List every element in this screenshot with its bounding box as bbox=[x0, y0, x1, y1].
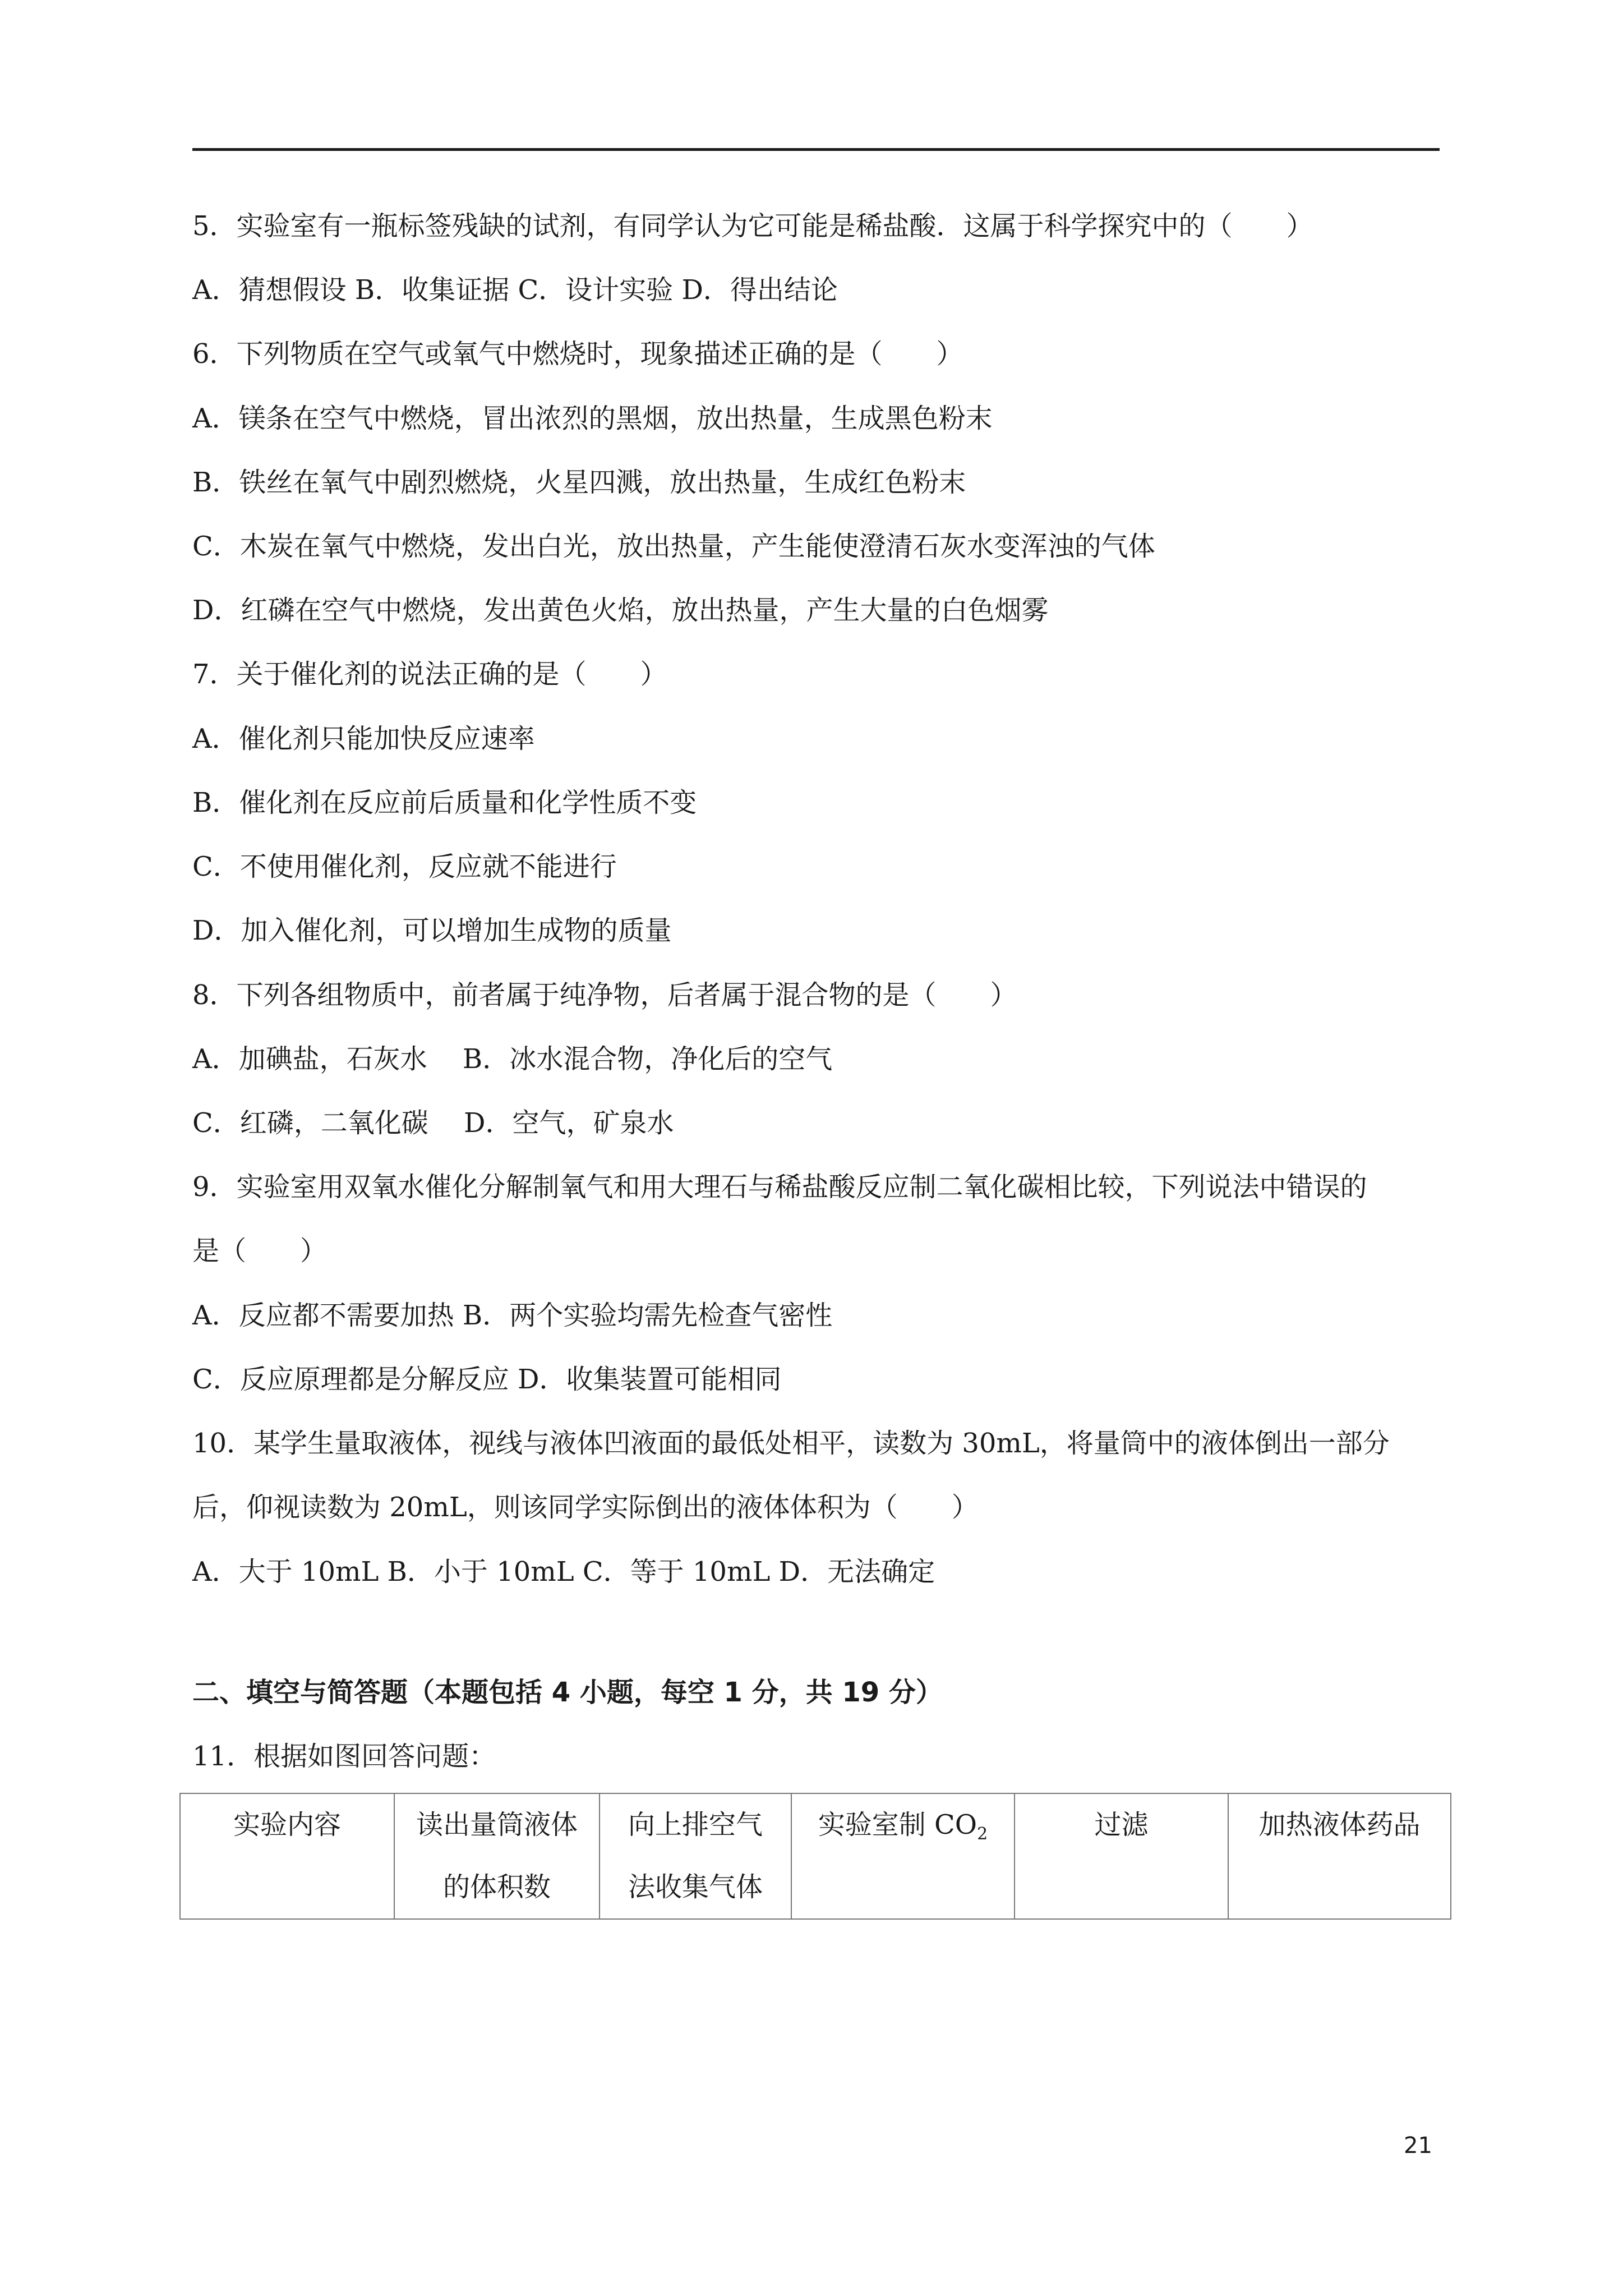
question-6-option-b: B．铁丝在氧气中剧烈燃烧，火星四溅，放出热量，生成红色粉末 bbox=[192, 467, 966, 498]
question-8: 8．下列各组物质中，前者属于纯净物，后者属于混合物的是（ ） bbox=[192, 979, 1017, 1011]
subscript-2: 2 bbox=[977, 1824, 988, 1844]
question-7-option-c: C．不使用催化剂，反应就不能进行 bbox=[192, 851, 617, 882]
table-cell-upward-air-displacement: 向上排空气 法收集气体 bbox=[600, 1793, 791, 1919]
table-cell-read-cylinder-volume: 读出量筒液体 的体积数 bbox=[394, 1793, 600, 1919]
question-5-options: A．猜想假设 B．收集证据 C．设计实验 D．得出结论 bbox=[192, 274, 838, 306]
question-10: 10．某学生量取液体，视线与液体凹液面的最低处相平，读数为 30mL，将量筒中的液体倒出一部分 bbox=[192, 1428, 1390, 1459]
table-cell-filtration: 过滤 bbox=[1015, 1793, 1228, 1919]
question-7-option-b: B．催化剂在反应前后质量和化学性质不变 bbox=[192, 787, 697, 818]
table-cell-lab-co2: 实验室制 $CO_2$ bbox=[791, 1793, 1015, 1919]
question-5: 5．实验室有一瓶标签残缺的试剂，有同学认为它可能是稀盐酸．这属于科学探究中的（ ） bbox=[192, 210, 1313, 242]
experiment-table bbox=[179, 1793, 1451, 1920]
question-9: 9．实验室用双氧水催化分解制氧气和用大理石与稀盐酸反应制二氧化碳相比较，下列说法中错误的 bbox=[192, 1171, 1367, 1203]
question-6-option-a: A．镁条在空气中燃烧，冒出浓烈的黑烟，放出热量，生成黑色粉末 bbox=[192, 403, 993, 434]
question-11: 11．根据如图回答问题： bbox=[192, 1741, 496, 1772]
page-number: 21 bbox=[1404, 2133, 1432, 2159]
question-7: 7．关于催化剂的说法正确的是（ ） bbox=[192, 659, 667, 690]
header-rule bbox=[192, 148, 1440, 151]
question-8-options-ab: A．加碘盐，石灰水 B．冰水混合物，净化后的空气 bbox=[192, 1043, 833, 1075]
question-6-option-c: C．木炭在氧气中燃烧，发出白光，放出热量，产生能使澄清石灰水变浑浊的气体 bbox=[192, 531, 1155, 562]
question-6: 6．下列物质在空气或氧气中燃烧时，现象描述正确的是（ ） bbox=[192, 338, 963, 370]
question-6-option-d: D．红磷在空气中燃烧，发出黄色火焰，放出热量，产生大量的白色烟雾 bbox=[192, 595, 1049, 626]
table-cell-experiment-content: 实验内容 bbox=[180, 1793, 394, 1919]
question-10-options: A．大于 10mL B．小于 10mL C．等于 10mL D．无法确定 bbox=[192, 1556, 935, 1588]
question-10-continued: 后，仰视读数为 20mL，则该同学实际倒出的液体体积为（ ） bbox=[192, 1492, 979, 1523]
table-cell-heating-liquid: 加热液体药品 bbox=[1228, 1793, 1451, 1919]
question-7-option-a: A．催化剂只能加快反应速率 bbox=[192, 723, 535, 754]
question-7-option-d: D．加入催化剂，可以增加生成物的质量 bbox=[192, 915, 672, 946]
question-9-options-cd: C．反应原理都是分解反应 D．收集装置可能相同 bbox=[192, 1364, 782, 1395]
table-row bbox=[180, 1793, 1451, 1919]
question-9-options-ab: A．反应都不需要加热 B．两个实验均需先检查气密性 bbox=[192, 1300, 833, 1331]
question-9-continued: 是（ ） bbox=[192, 1235, 328, 1267]
question-8-options-cd: C．红磷，二氧化碳 D．空气，矿泉水 bbox=[192, 1107, 674, 1139]
section-2-heading: 二、填空与简答题（本题包括 4 小题，每空 1 分，共 19 分） bbox=[192, 1677, 943, 1708]
